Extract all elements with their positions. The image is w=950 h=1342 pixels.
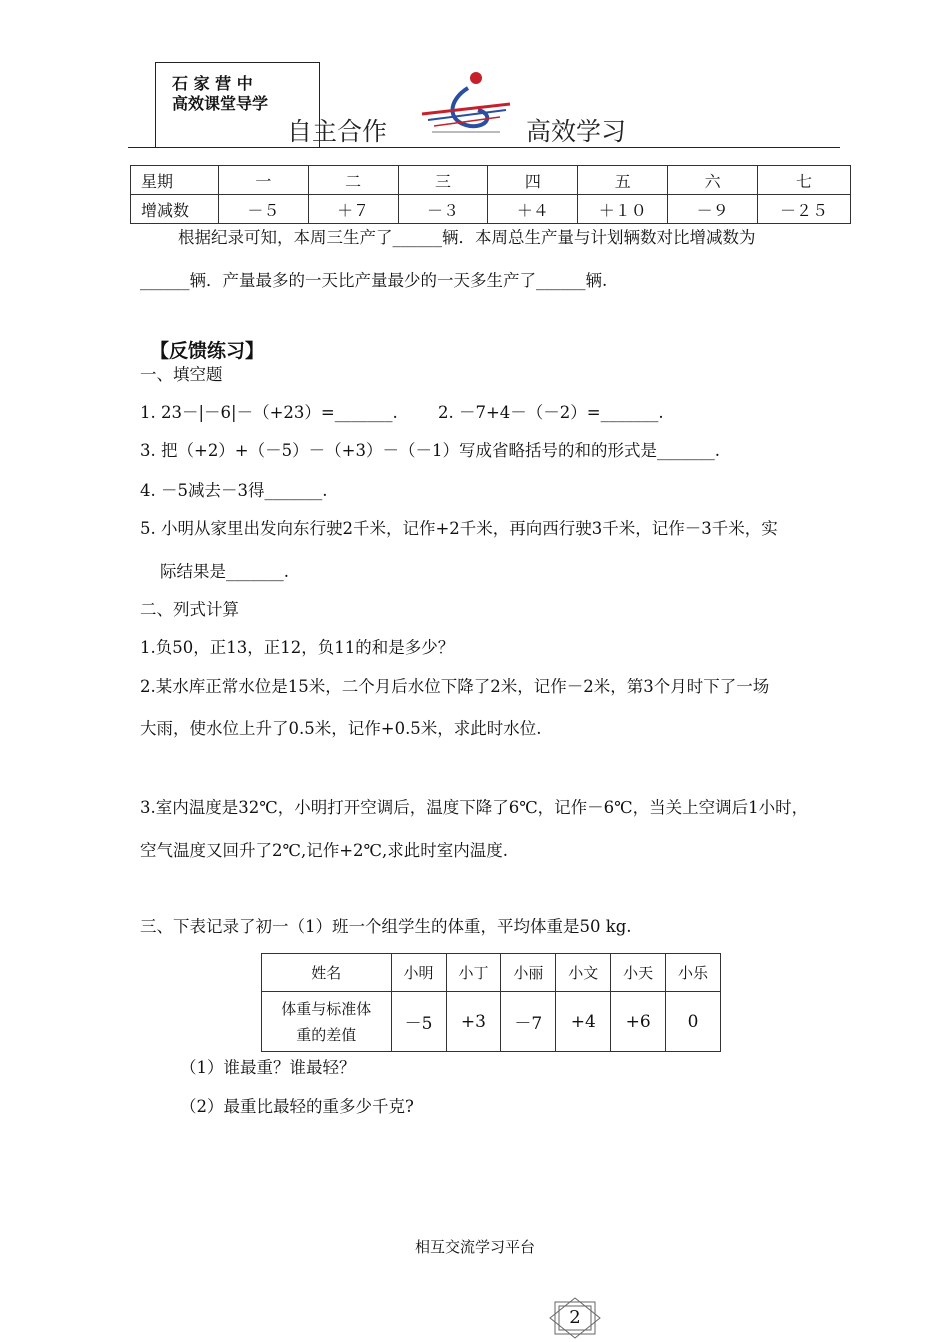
table-row [131, 195, 851, 224]
table-cell [262, 992, 392, 1052]
school-name-line1: 石 家 营 中 [172, 74, 253, 93]
page-number: 2 [569, 1307, 581, 1328]
weights-q1: （1）谁最重？谁最轻？ [180, 1058, 356, 1077]
table-cell: 增减数 [131, 195, 219, 224]
footer-text: 相互交流学习平台 [414, 1238, 535, 1256]
intro-line2: ______辆．产量最多的一天比产量最少的一天多生产了______辆. [140, 271, 608, 290]
table-cell: 五 [578, 166, 668, 195]
table-cell: 小丁 [446, 954, 501, 992]
table-cell: ＋４ [488, 195, 578, 224]
table-cell: －２５ [758, 195, 851, 224]
school-name-line2: 高效课堂导学 [172, 94, 269, 113]
table-row [262, 992, 721, 1052]
fill-blank-q4: 4. －5减去－3得_______. [140, 481, 328, 500]
table-cell: －５ [218, 195, 308, 224]
table-cell: +3 [446, 992, 501, 1052]
table-cell: ＋７ [308, 195, 398, 224]
fill-blank-q5-line2: 际结果是_______. [160, 562, 289, 581]
slogan-left: 自主合作 [287, 117, 388, 146]
table-cell: －３ [398, 195, 488, 224]
row-label-line1: 体重与标准体 [281, 999, 372, 1018]
table-cell: 三 [398, 166, 488, 195]
table-row [131, 166, 851, 195]
calc-q2-line2: 大雨，使水位上升了0.5米，记作+0.5米，求此时水位. [140, 719, 542, 738]
table-cell: 二 [308, 166, 398, 195]
table-cell: 0 [666, 992, 721, 1052]
table-cell: +4 [556, 992, 611, 1052]
calc-q1: 1.负50，正13，正12，负11的和是多少？ [140, 638, 455, 657]
header-divider [128, 147, 840, 148]
weekday-change-table [130, 165, 851, 224]
fill-blank-q1: 1. 23－|－6|－（+23）=_______. [140, 403, 398, 422]
table-cell: 七 [758, 166, 851, 195]
calc-q2-line1: 2.某水库正常水位是15米，二个月后水位下降了2米，记作－2米，第3个月时下了一场 [140, 677, 770, 696]
table-cell: 小天 [611, 954, 666, 992]
table-cell: 一 [218, 166, 308, 195]
table-cell: 小乐 [666, 954, 721, 992]
table-cell: 六 [668, 166, 758, 195]
calc-title: 二、列式计算 [140, 600, 239, 619]
weight-difference-table [261, 953, 721, 1052]
section-title: 【反馈练习】 [150, 340, 265, 362]
fill-blank-q3: 3. 把（+2）+（－5）－（+3）－（－1）写成省略括号的和的形式是_______. [140, 441, 720, 460]
table-cell: 四 [488, 166, 578, 195]
table-cell: ＋１０ [578, 195, 668, 224]
table-row [262, 954, 721, 992]
table-cell: －7 [501, 992, 556, 1052]
fill-blank-q2: 2. －7+4－（－2）=_______. [438, 403, 664, 422]
calc-q3-line2: 空气温度又回升了2℃,记作+2℃,求此时室内温度. [140, 841, 508, 860]
weights-q2: （2）最重比最轻的重多少千克? [180, 1097, 414, 1116]
row-label-line2: 重的差值 [296, 1025, 357, 1044]
table-cell: 星期 [131, 166, 219, 195]
intro-line1: 根据纪录可知，本周三生产了______辆．本周总生产量与计划辆数对比增减数为 [178, 228, 756, 247]
page-number-badge [549, 1297, 601, 1339]
table-cell: 小文 [556, 954, 611, 992]
table-cell: －5 [391, 992, 446, 1052]
table-cell: 小丽 [501, 954, 556, 992]
fill-blank-q5-line1: 5. 小明从家里出发向东行驶2千米，记作+2千米，再向西行驶3千米，记作－3千米，实 [140, 519, 778, 538]
weights-title: 三、下表记录了初一（1）班一个组学生的体重，平均体重是50 kg. [140, 917, 632, 936]
slogan-right: 高效学习 [526, 117, 627, 146]
calc-q3-line1: 3.室内温度是32℃，小明打开空调后，温度下降了6℃，记作－6℃，当关上空调后1小时， [140, 798, 809, 817]
table-cell: +6 [611, 992, 666, 1052]
table-cell: －９ [668, 195, 758, 224]
table-cell: 小明 [391, 954, 446, 992]
fill-blank-title: 一、填空题 [140, 365, 223, 384]
table-cell: 姓名 [262, 954, 392, 992]
school-logo-icon [418, 70, 514, 136]
